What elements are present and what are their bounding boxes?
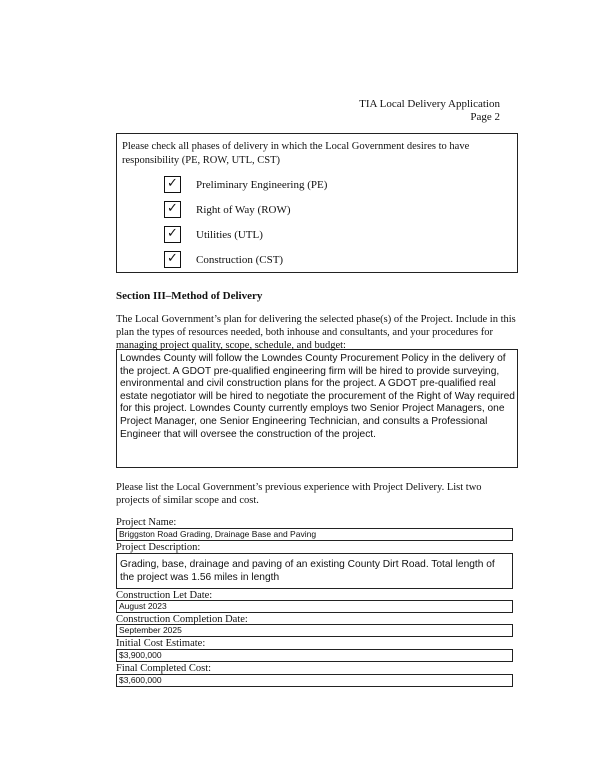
final-completed-cost-field[interactable]: $3,600,000 <box>116 674 513 687</box>
phases-instruction: Please check all phases of delivery in which the Local Government desires to have responsibility (PE, ROW, UTL, CST) <box>122 141 470 166</box>
initial-cost-estimate-field[interactable]: $3,900,000 <box>116 649 513 662</box>
row-checkbox[interactable]: ✓ <box>164 201 181 218</box>
project-description-field[interactable]: Grading, base, drainage and paving of an existing County Dirt Road. Total length of the project was 1.56 miles in length <box>116 553 513 589</box>
construction-completion-date-label: Construction Completion Date: <box>116 614 248 625</box>
pe-label: Preliminary Engineering (PE) <box>196 179 328 191</box>
construction-completion-date-field[interactable]: September 2025 <box>116 624 513 637</box>
project-name-label: Project Name: <box>116 517 177 528</box>
project-description-label: Project Description: <box>116 542 201 553</box>
utl-checkbox[interactable]: ✓ <box>164 226 181 243</box>
document-title: TIA Local Delivery Application <box>359 98 500 110</box>
page-number: Page 2 <box>470 111 500 123</box>
project-name-field[interactable]: Briggston Road Grading, Drainage Base and Paving <box>116 528 513 541</box>
section-title: Section III–Method of Delivery <box>116 290 263 302</box>
construction-let-date-label: Construction Let Date: <box>116 590 213 601</box>
method-instruction: The Local Government’s plan for delivering the selected phase(s) of the Project. Include in this plan the types of resources needed, both inhouse and consultants, and your procedures for managing project quality, scope, schedule, and budget: <box>116 314 516 351</box>
final-completed-cost-label: Final Completed Cost: <box>116 663 212 674</box>
cst-label: Construction (CST) <box>196 254 284 266</box>
utl-label: Utilities (UTL) <box>196 229 263 241</box>
construction-let-date-field[interactable]: August 2023 <box>116 600 513 613</box>
pe-checkbox[interactable]: ✓ <box>164 176 181 193</box>
experience-instruction: Please list the Local Government’s previous experience with Project Delivery. List two projects of similar scope and cost. <box>116 482 482 506</box>
row-label: Right of Way (ROW) <box>196 204 291 216</box>
initial-cost-estimate-label: Initial Cost Estimate: <box>116 638 206 649</box>
method-response-text: Lowndes County will follow the Lowndes County Procurement Policy in the delivery of the project. A GDOT pre-qualified engineering firm will be hired to provide surveying, environmental and civil construction plans for the project. A GDOT pre-qualified real estate negotiator will be hired to negotiate the procurement of the Right of Way required for this project. Lowndes County currently employs two Senior Project Managers, one Project Manager, one Senior Engineering Technician, and consults a Professional Engineer that will oversee the construction of the project. <box>120 353 515 440</box>
cst-checkbox[interactable]: ✓ <box>164 251 181 268</box>
